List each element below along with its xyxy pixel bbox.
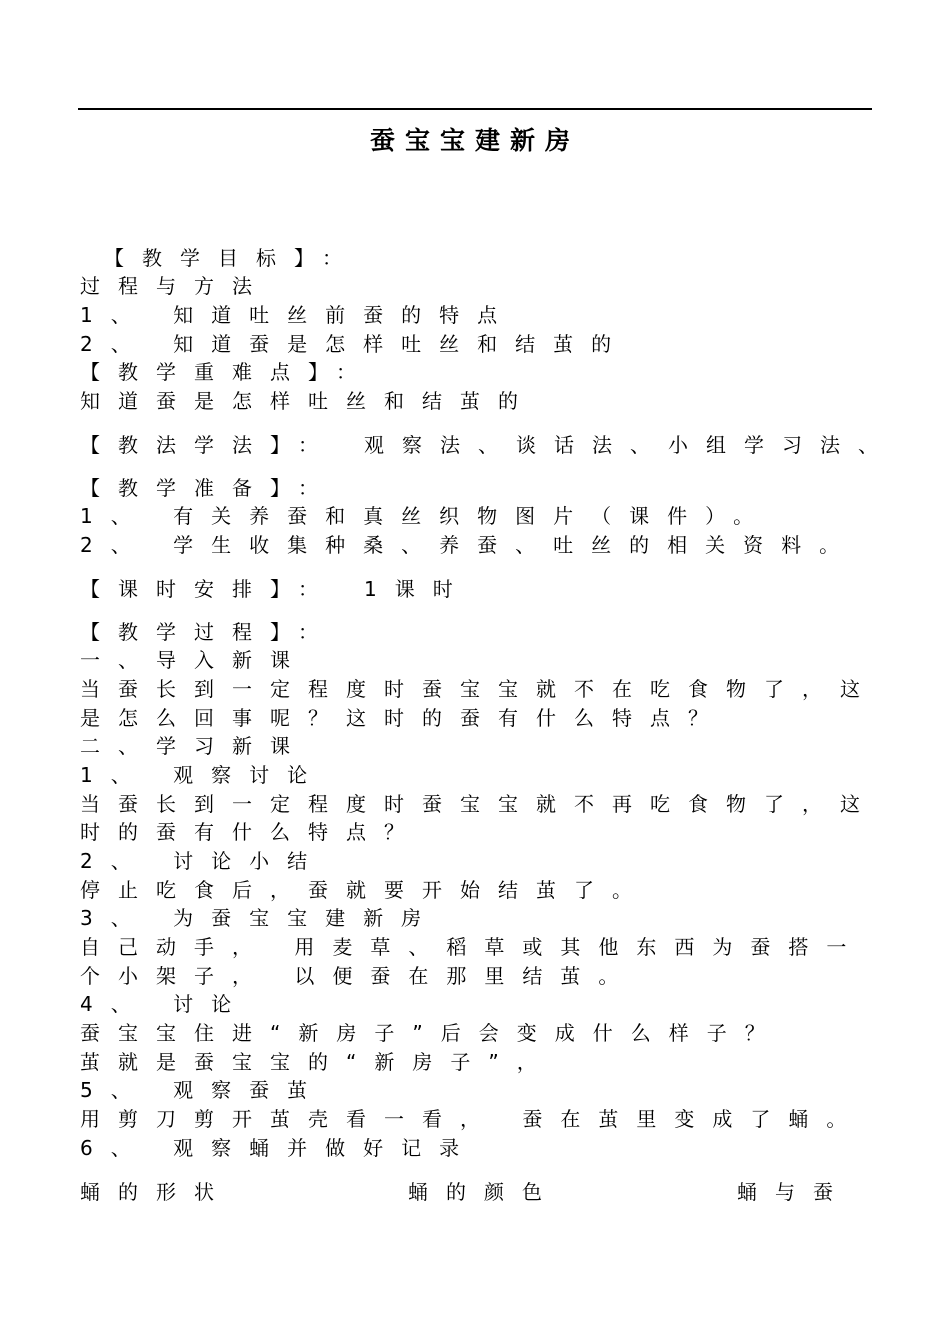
text-line: 茧就是蚕宝宝的“新房子”， — [80, 1050, 555, 1074]
text-line: 个小架子， 以便蚕在那里结茧。 — [80, 964, 637, 988]
text-line: 停止吃食后，蚕就要开始结茧了。 — [80, 878, 650, 902]
list-item: 1、 知道吐丝前蚕的特点 — [80, 303, 516, 327]
table-header-shape: 蛹的形状 — [80, 1180, 232, 1204]
text-line: 蚕宝宝住进“新房子”后会变成什么样子？ — [80, 1021, 783, 1045]
list-item: 1、 有关养蚕和真丝织物图片（课件）。 — [80, 504, 772, 528]
section-heading-schedule: 【课时安排】： 1课时 — [80, 577, 471, 601]
text-line: 当蚕长到一定程度时蚕宝宝就不再吃食物了，这 — [80, 792, 878, 816]
subsection-heading: 一、导入新课 — [80, 648, 308, 672]
table-header-compare: 蛹与蚕 — [737, 1180, 851, 1204]
list-item: 5、 观察蚕茧 — [80, 1078, 326, 1102]
list-item: 4、 讨论 — [80, 992, 250, 1016]
text-line: 过程与方法 — [80, 274, 270, 298]
list-item: 6、 观察蛹并做好记录 — [80, 1136, 478, 1160]
text-line: 是怎么回事呢？这时的蚕有什么特点？ — [80, 706, 726, 730]
section-heading-goals: 【教学目标】： — [104, 246, 360, 270]
text-line: 用剪刀剪开茧壳看一看， 蚕在茧里变成了蛹。 — [80, 1107, 865, 1131]
list-item: 3、 为蚕宝宝建新房 — [80, 906, 440, 930]
text-line: 自己动手， 用麦草、稻草或其他东西为蚕搭一 — [80, 935, 865, 959]
header-rule — [78, 108, 872, 110]
list-item: 2、 讨论小结 — [80, 849, 326, 873]
section-heading-preparation: 【教学准备】： — [80, 476, 336, 500]
table-header-color: 蛹的颜色 — [408, 1180, 560, 1204]
text-line: 知道蚕是怎样吐丝和结茧的 — [80, 389, 536, 413]
text-line: 时的蚕有什么特点？ — [80, 820, 422, 844]
section-heading-process: 【教学过程】： — [80, 620, 336, 644]
document-title: 蚕宝宝建新房 — [369, 126, 580, 155]
record-table-header — [80, 1178, 880, 1206]
subsection-heading: 二、学习新课 — [80, 734, 308, 758]
list-item: 1、 观察讨论 — [80, 763, 326, 787]
text-line: 当蚕长到一定程度时蚕宝宝就不在吃食物了，这 — [80, 677, 878, 701]
list-item: 2、 知道蚕是怎样吐丝和结茧的 — [80, 332, 630, 356]
section-heading-key-points: 【教学重难点】： — [80, 360, 374, 384]
list-item: 2、 学生收集种桑、养蚕、吐丝的相关资料。 — [80, 533, 858, 557]
section-heading-methods: 【教法学法】： 观察法、谈话法、小组学习法、 — [80, 433, 896, 457]
